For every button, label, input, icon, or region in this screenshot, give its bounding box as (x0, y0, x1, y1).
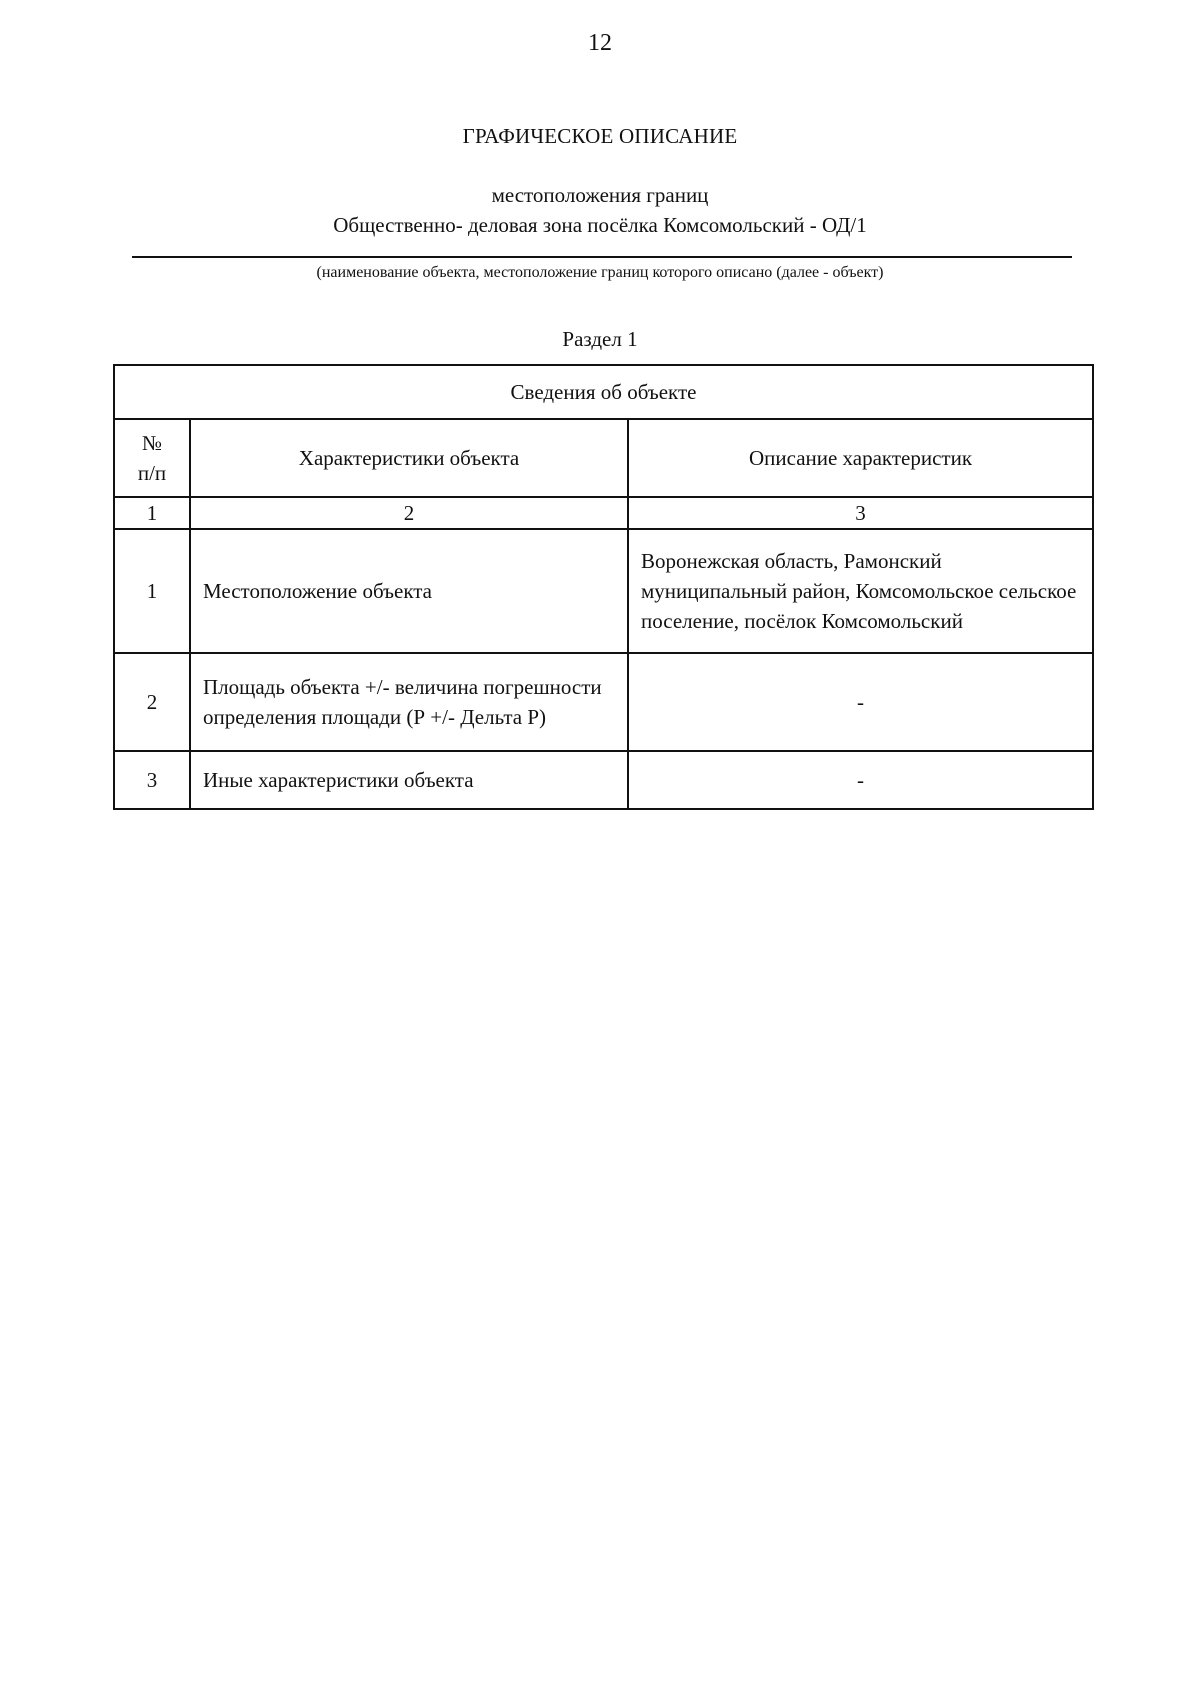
object-info-table (113, 364, 1094, 810)
column-number: 1 (114, 497, 190, 529)
object-name-underline (132, 256, 1072, 258)
header-number (114, 419, 190, 497)
document-subtitle-line1: местоположения границ (491, 183, 709, 207)
table-header-row (114, 419, 1093, 497)
row-characteristic: Площадь объекта +/- величина погрешности определения площади (Р +/- Дельта Р) (190, 653, 628, 751)
object-name-caption: (наименование объекта, местоположение границ которого описано (далее - объект) (316, 264, 884, 281)
header-description: Описание характеристик (628, 419, 1093, 497)
header-number-pp: п/п (137, 461, 167, 485)
object-name: Общественно- деловая зона посёлка Комсомольский - ОД/1 (333, 213, 867, 237)
header-characteristics: Характеристики объекта (190, 419, 628, 497)
table-caption-row (114, 365, 1093, 419)
column-numbers-row (114, 497, 1093, 529)
row-description: Воронежская область, Рамонский муниципальный район, Комсомольское сельское поселение, посёлок Комсомольский (628, 529, 1093, 653)
row-description: - (628, 751, 1093, 809)
table-row (114, 751, 1093, 809)
table-row (114, 653, 1093, 751)
row-number: 2 (114, 653, 190, 751)
row-number: 3 (114, 751, 190, 809)
row-number: 1 (114, 529, 190, 653)
table-row (114, 529, 1093, 653)
row-characteristic: Местоположение объекта (190, 529, 628, 653)
column-number: 3 (628, 497, 1093, 529)
row-description: - (628, 653, 1093, 751)
section-label: Раздел 1 (562, 327, 638, 351)
header-number-sign: № (141, 431, 163, 455)
page-number: 12 (588, 30, 612, 56)
table-caption: Сведения об объекте (114, 365, 1093, 419)
document-title: ГРАФИЧЕСКОЕ ОПИСАНИЕ (462, 124, 738, 148)
row-characteristic: Иные характеристики объекта (190, 751, 628, 809)
column-number: 2 (190, 497, 628, 529)
